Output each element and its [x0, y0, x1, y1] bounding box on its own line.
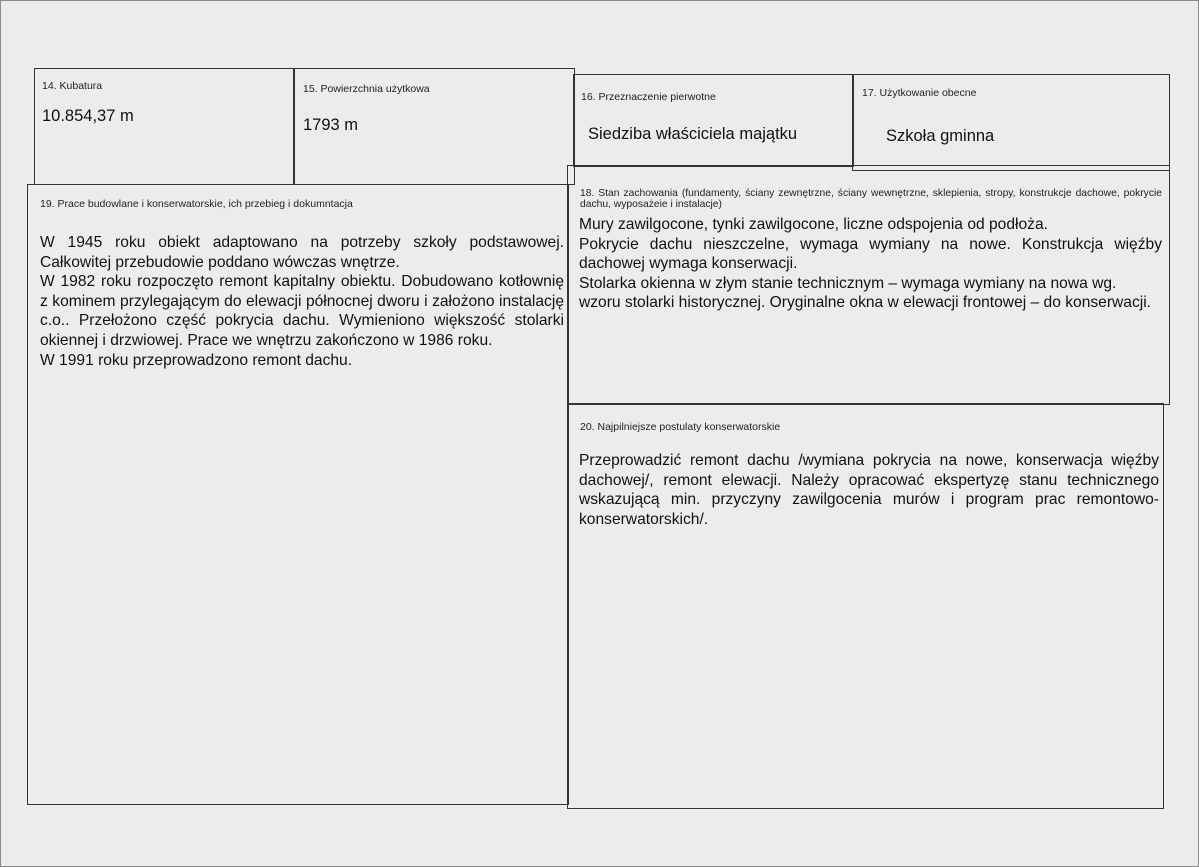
field-text [579, 451, 1159, 529]
field-label: 18. Stan zachowania (fundamenty, ściany zewnętrzne, ściany wewnętrzne, sklepienia, stropy, konstrukcje dachowe, pokrycie dachu, wyposażeie i instalacje) [580, 188, 1162, 210]
field-stan [567, 165, 1170, 405]
paragraph: Mury zawilgocone, tynki zawilgocone, liczne odspojenia od podłoża. [579, 216, 1048, 233]
paragraph: Pokrycie dachu nieszczelne, wymaga wymiany na nowe. Konstrukcja więźby dachowej wymaga konserwacji. [579, 235, 1162, 273]
field-powierzchnia [293, 68, 575, 185]
field-label: 20. Najpilniejsze postulaty konserwatorskie [580, 421, 781, 433]
paragraph: W 1982 roku rozpoczęto remont kapitalny obiektu. Dobudowano kotłownię z kominem przylegającym do elewacji północnej dworu i założono instalację c.o.. Przełożono część pokrycia dachu. Wymieniono większość stolarki okiennej i drzwiowej. Prace we wnętrzu zakończono w 1986 roku. [40, 273, 564, 349]
field-value: Szkoła gminna [886, 127, 995, 145]
paragraph: W 1991 roku przeprowadzono remont dachu. [40, 351, 353, 369]
field-label: 14. Kubatura [42, 80, 103, 92]
field-label: 17. Użytkowanie obecne [862, 87, 977, 99]
field-text [579, 215, 1162, 313]
field-label: 19. Prace budowlane i konserwatorskie, ich przebieg i dokumntacja [40, 198, 353, 210]
field-prace [27, 184, 569, 805]
field-text [40, 233, 564, 370]
field-value: 1793 m [303, 116, 359, 134]
field-value: Siedziba właściciela majątku [588, 125, 798, 143]
field-kubatura [34, 68, 295, 185]
paragraph: Przeprowadzić remont dachu /wymiana pokrycia na nowe, konserwacja więźby dachowej/, remont elewacji. Należy opracować ekspertyzę stanu technicznego wskazującą min. przyczyny zawilgocenia murów i program prac remontowo-konserwatorskich/. [579, 452, 1159, 528]
field-postulaty [567, 403, 1164, 809]
field-value: 10.854,37 m [42, 107, 134, 125]
paragraph: W 1945 roku obiekt adaptowano na potrzeby szkoły podstawowej. Całkowitej przebudowie poddano wówczas wnętrze. [40, 234, 564, 271]
field-label: 16. Przeznaczenie pierwotne [581, 91, 716, 103]
field-label: 15. Powierzchnia użytkowa [303, 83, 430, 95]
paragraph: Stolarka okienna w złym stanie technicznym – wymaga wymiany na nowa wg. wzoru stolarki historycznej. Oryginalne okna w elewacji frontowej – do konserwacji. [579, 274, 1152, 312]
field-uzytkowanie [852, 74, 1170, 171]
field-przeznaczenie [573, 74, 854, 167]
